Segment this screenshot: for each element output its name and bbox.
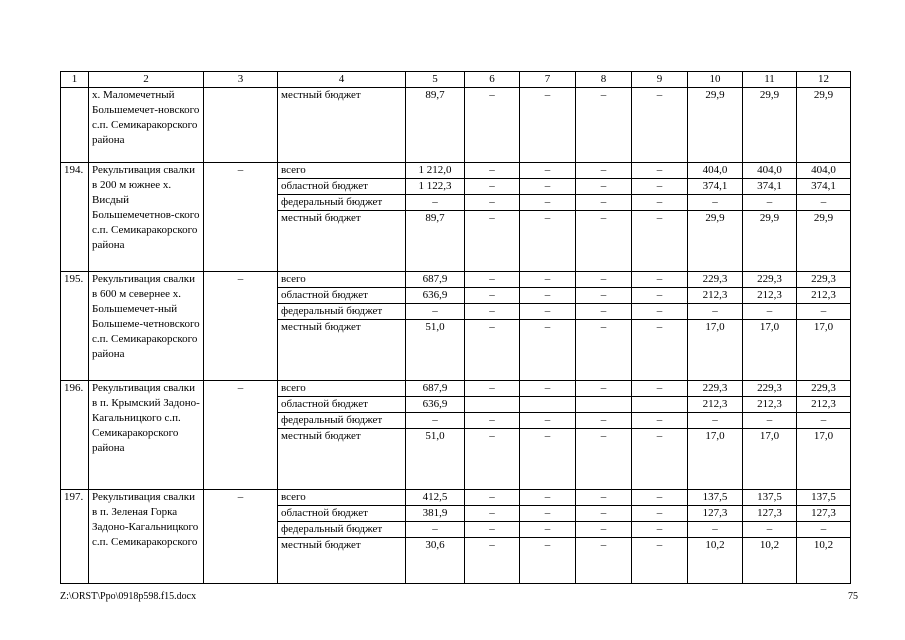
value-cell: – xyxy=(632,272,688,288)
value-cell: 1 122,3 xyxy=(406,179,465,195)
value-cell: – xyxy=(520,163,576,179)
header-cell: 12 xyxy=(797,72,851,88)
value-cell: 212,3 xyxy=(743,397,797,413)
value-cell: 412,5 xyxy=(406,490,465,506)
value-cell: 127,3 xyxy=(743,506,797,522)
value-cell: 374,1 xyxy=(688,179,743,195)
object-name-cell: х. Маломечетный Большемечет-новского с.п. Семикаракорского района xyxy=(89,88,204,163)
value-cell: 30,6 xyxy=(406,538,465,584)
value-cell: – xyxy=(520,211,576,272)
value-cell: – xyxy=(632,506,688,522)
value-cell xyxy=(520,397,576,413)
value-cell xyxy=(576,397,632,413)
value-cell: 212,3 xyxy=(688,288,743,304)
value-cell: – xyxy=(576,522,632,538)
value-cell: – xyxy=(576,490,632,506)
value-cell: – xyxy=(797,413,851,429)
value-cell: – xyxy=(632,538,688,584)
funding-source-cell: местный бюджет xyxy=(278,538,406,584)
funding-source-cell: областной бюджет xyxy=(278,397,406,413)
funding-source-cell: федеральный бюджет xyxy=(278,522,406,538)
table-row xyxy=(61,88,851,163)
value-cell: 636,9 xyxy=(406,397,465,413)
value-cell: – xyxy=(632,304,688,320)
value-cell: – xyxy=(465,272,520,288)
row-number-cell: 197. xyxy=(61,490,89,584)
funding-source-cell: местный бюджет xyxy=(278,429,406,490)
value-cell: – xyxy=(743,413,797,429)
value-cell: – xyxy=(406,304,465,320)
funding-source-cell: местный бюджет xyxy=(278,320,406,381)
value-cell: – xyxy=(632,413,688,429)
value-cell: 229,3 xyxy=(688,381,743,397)
value-cell: 17,0 xyxy=(688,429,743,490)
document-path: Z:\ORST\Ppo\0918p598.f15.docx xyxy=(60,591,197,602)
value-cell: 29,9 xyxy=(743,211,797,272)
value-cell: – xyxy=(465,429,520,490)
value-cell: – xyxy=(520,381,576,397)
value-cell xyxy=(465,397,520,413)
value-cell: – xyxy=(576,163,632,179)
header-cell: 9 xyxy=(632,72,688,88)
value-cell: 17,0 xyxy=(743,429,797,490)
value-cell: – xyxy=(406,413,465,429)
value-cell: – xyxy=(520,490,576,506)
page-number: 75 xyxy=(848,591,858,602)
value-cell: – xyxy=(406,195,465,211)
value-cell: 212,3 xyxy=(688,397,743,413)
header-cell: 3 xyxy=(204,72,278,88)
value-cell: – xyxy=(406,522,465,538)
funding-source-cell: местный бюджет xyxy=(278,211,406,272)
value-cell: – xyxy=(465,288,520,304)
header-cell: 11 xyxy=(743,72,797,88)
object-name-cell: Рекультивация свалки в 600 м севернее х. Большемечет-ный Большеме-четновского с.п. Семикаракорского района xyxy=(89,272,204,381)
value-cell: – xyxy=(797,522,851,538)
value-cell: 229,3 xyxy=(797,381,851,397)
value-cell: 51,0 xyxy=(406,320,465,381)
value-cell: – xyxy=(576,304,632,320)
value-cell: – xyxy=(520,88,576,163)
funding-source-cell: федеральный бюджет xyxy=(278,413,406,429)
value-cell: 89,7 xyxy=(406,88,465,163)
value-cell: – xyxy=(520,429,576,490)
value-cell: – xyxy=(520,538,576,584)
value-cell: – xyxy=(520,522,576,538)
value-cell: – xyxy=(797,195,851,211)
value-cell: 229,3 xyxy=(743,381,797,397)
value-cell: 404,0 xyxy=(743,163,797,179)
value-cell: 229,3 xyxy=(797,272,851,288)
funding-source-cell: всего xyxy=(278,272,406,288)
funding-source-cell: всего xyxy=(278,381,406,397)
value-cell: 29,9 xyxy=(688,88,743,163)
value-cell: – xyxy=(632,179,688,195)
value-cell: – xyxy=(632,211,688,272)
value-cell: 51,0 xyxy=(406,429,465,490)
value-cell: 687,9 xyxy=(406,381,465,397)
value-cell: – xyxy=(520,304,576,320)
object-name-cell: Рекультивация свалки в п. Зеленая Горка Задоно-Кагальницкого с.п. Семикаракорского xyxy=(89,490,204,584)
value-cell: – xyxy=(743,195,797,211)
value-cell: – xyxy=(576,413,632,429)
value-cell: 17,0 xyxy=(688,320,743,381)
value-cell: 1 212,0 xyxy=(406,163,465,179)
value-cell: 127,3 xyxy=(797,506,851,522)
value-cell: – xyxy=(632,320,688,381)
header-cell: 5 xyxy=(406,72,465,88)
funding-source-cell: местный бюджет xyxy=(278,88,406,163)
column-3-cell: – xyxy=(204,163,278,272)
value-cell: – xyxy=(465,179,520,195)
funding-source-cell: всего xyxy=(278,490,406,506)
value-cell: – xyxy=(576,506,632,522)
value-cell: – xyxy=(688,522,743,538)
value-cell: 10,2 xyxy=(688,538,743,584)
value-cell: – xyxy=(465,195,520,211)
value-cell: – xyxy=(576,381,632,397)
value-cell: – xyxy=(797,304,851,320)
table-row xyxy=(61,272,851,288)
value-cell: – xyxy=(688,195,743,211)
value-cell: – xyxy=(632,88,688,163)
value-cell: 374,1 xyxy=(743,179,797,195)
value-cell: 212,3 xyxy=(743,288,797,304)
table-row xyxy=(61,490,851,506)
object-name-cell: Рекультивация свалки в 200 м южнее х. Висдый Большемечетнов-ского с.п. Семикаракорского района xyxy=(89,163,204,272)
value-cell: 127,3 xyxy=(688,506,743,522)
value-cell: 404,0 xyxy=(797,163,851,179)
value-cell: – xyxy=(576,320,632,381)
value-cell: – xyxy=(520,320,576,381)
table-row xyxy=(61,163,851,179)
value-cell: 137,5 xyxy=(688,490,743,506)
header-cell: 7 xyxy=(520,72,576,88)
value-cell: – xyxy=(632,163,688,179)
value-cell: – xyxy=(576,88,632,163)
value-cell: – xyxy=(520,413,576,429)
column-3-cell: – xyxy=(204,381,278,490)
value-cell: 229,3 xyxy=(743,272,797,288)
value-cell: – xyxy=(465,304,520,320)
value-cell: – xyxy=(465,381,520,397)
funding-source-cell: всего xyxy=(278,163,406,179)
value-cell: – xyxy=(465,413,520,429)
value-cell: – xyxy=(576,272,632,288)
value-cell: – xyxy=(743,304,797,320)
value-cell: – xyxy=(465,211,520,272)
value-cell: 29,9 xyxy=(797,211,851,272)
value-cell: – xyxy=(576,288,632,304)
value-cell: 89,7 xyxy=(406,211,465,272)
header-cell: 8 xyxy=(576,72,632,88)
row-number-cell xyxy=(61,88,89,163)
value-cell: – xyxy=(632,490,688,506)
budget-table xyxy=(60,71,851,584)
header-cell: 1 xyxy=(61,72,89,88)
header-cell: 2 xyxy=(89,72,204,88)
value-cell: 29,9 xyxy=(688,211,743,272)
value-cell: 17,0 xyxy=(797,320,851,381)
header-cell: 10 xyxy=(688,72,743,88)
value-cell: 10,2 xyxy=(743,538,797,584)
column-3-cell: – xyxy=(204,272,278,381)
value-cell xyxy=(632,397,688,413)
value-cell: 10,2 xyxy=(797,538,851,584)
value-cell: – xyxy=(632,195,688,211)
value-cell: – xyxy=(465,522,520,538)
row-number-cell: 196. xyxy=(61,381,89,490)
object-name-cell: Рекультивация свалки в п. Крымский Задоно-Кагальницкого с.п. Семикаракорского района xyxy=(89,381,204,490)
value-cell: 212,3 xyxy=(797,288,851,304)
funding-source-cell: областной бюджет xyxy=(278,179,406,195)
value-cell: 137,5 xyxy=(743,490,797,506)
funding-source-cell: федеральный бюджет xyxy=(278,304,406,320)
value-cell: – xyxy=(465,490,520,506)
value-cell: – xyxy=(632,522,688,538)
value-cell: – xyxy=(576,179,632,195)
value-cell: – xyxy=(576,538,632,584)
value-cell: – xyxy=(688,413,743,429)
value-cell: – xyxy=(576,195,632,211)
empty-cell xyxy=(204,88,278,163)
value-cell: 17,0 xyxy=(797,429,851,490)
table-row xyxy=(61,381,851,397)
value-cell: – xyxy=(465,163,520,179)
funding-source-cell: областной бюджет xyxy=(278,506,406,522)
value-cell: 17,0 xyxy=(743,320,797,381)
value-cell: 29,9 xyxy=(743,88,797,163)
value-cell: – xyxy=(520,179,576,195)
header-row xyxy=(61,72,851,88)
value-cell: 636,9 xyxy=(406,288,465,304)
value-cell: – xyxy=(465,538,520,584)
value-cell: – xyxy=(632,381,688,397)
value-cell: – xyxy=(688,304,743,320)
value-cell: – xyxy=(465,320,520,381)
value-cell: – xyxy=(576,211,632,272)
value-cell: 29,9 xyxy=(797,88,851,163)
value-cell: – xyxy=(632,288,688,304)
funding-source-cell: федеральный бюджет xyxy=(278,195,406,211)
header-cell: 6 xyxy=(465,72,520,88)
row-number-cell: 194. xyxy=(61,163,89,272)
value-cell: 229,3 xyxy=(688,272,743,288)
column-3-cell: – xyxy=(204,490,278,584)
funding-source-cell: областной бюджет xyxy=(278,288,406,304)
value-cell: 212,3 xyxy=(797,397,851,413)
value-cell: 381,9 xyxy=(406,506,465,522)
value-cell: – xyxy=(520,288,576,304)
value-cell: – xyxy=(520,195,576,211)
header-cell: 4 xyxy=(278,72,406,88)
value-cell: – xyxy=(743,522,797,538)
value-cell: – xyxy=(520,506,576,522)
row-number-cell: 195. xyxy=(61,272,89,381)
value-cell: 374,1 xyxy=(797,179,851,195)
value-cell: – xyxy=(465,88,520,163)
value-cell: 137,5 xyxy=(797,490,851,506)
value-cell: 687,9 xyxy=(406,272,465,288)
value-cell: – xyxy=(520,272,576,288)
value-cell: – xyxy=(632,429,688,490)
value-cell: – xyxy=(576,429,632,490)
value-cell: – xyxy=(465,506,520,522)
value-cell: 404,0 xyxy=(688,163,743,179)
